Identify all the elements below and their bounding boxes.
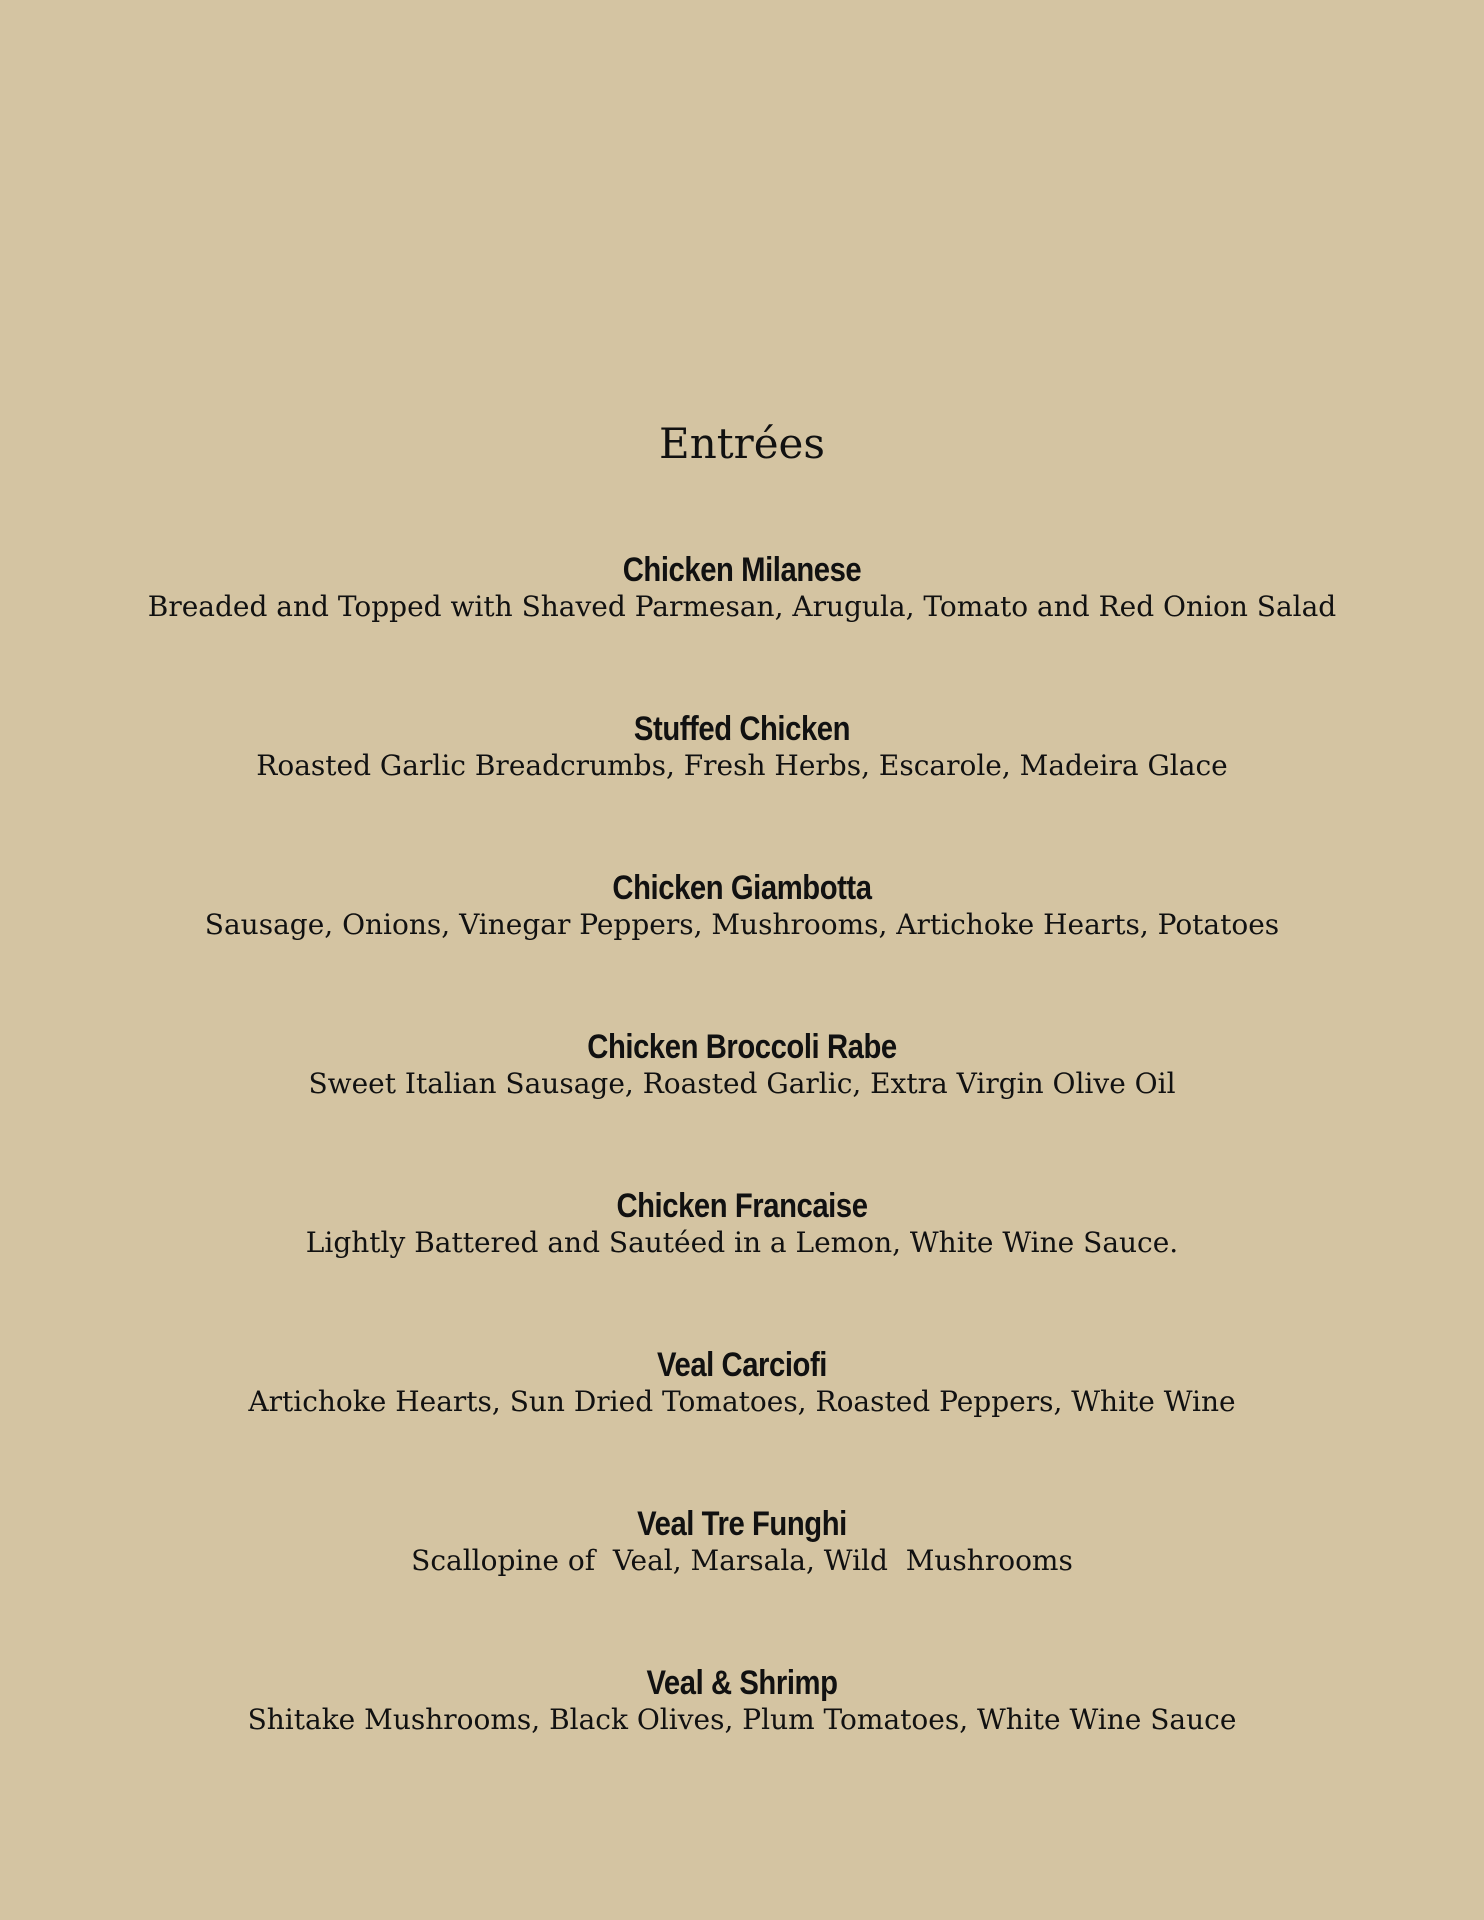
menu-item-description: Sweet Italian Sausage, Roasted Garlic, Extra Virgin Olive Oil — [308, 1067, 1176, 1100]
menu-item — [0, 1504, 1484, 1663]
menu-item — [0, 550, 1484, 709]
menu-item-description: Shitake Mushrooms, Black Olives, Plum Tomatoes, White Wine Sauce — [247, 1703, 1237, 1736]
menu-item-name: Chicken Francaise — [616, 1187, 868, 1225]
menu-item — [0, 868, 1484, 1027]
menu-item-description: Artichoke Hearts, Sun Dried Tomatoes, Roasted Peppers, White Wine — [248, 1385, 1236, 1418]
menu-item-name: Veal Tre Funghi — [637, 1505, 847, 1543]
menu-item-name: Veal Carciofi — [657, 1346, 827, 1384]
menu-item-description: Scallopine of Veal, Marsala, Wild Mushrooms — [411, 1544, 1073, 1577]
menu-item-description: Roasted Garlic Breadcrumbs, Fresh Herbs, Escarole, Madeira Glace — [256, 749, 1228, 782]
menu-items-list — [0, 550, 1484, 1822]
menu-item — [0, 1027, 1484, 1186]
menu-item — [0, 1186, 1484, 1345]
menu-item — [0, 1663, 1484, 1822]
menu-item-description: Breaded and Topped with Shaved Parmesan, Arugula, Tomato and Red Onion Salad — [147, 590, 1337, 623]
menu-item-name: Stuffed Chicken — [633, 710, 851, 748]
menu-item-description: Lightly Battered and Sautéed in a Lemon, White Wine Sauce. — [305, 1226, 1179, 1259]
menu-item — [0, 1345, 1484, 1504]
menu-item-name: Chicken Milanese — [622, 551, 862, 589]
menu-item-description: Sausage, Onions, Vinegar Peppers, Mushrooms, Artichoke Hearts, Potatoes — [204, 908, 1280, 941]
menu-item — [0, 709, 1484, 868]
menu-item-name: Chicken Giambotta — [612, 869, 872, 907]
section-title: Entrées — [659, 419, 825, 468]
menu-item-name: Chicken Broccoli Rabe — [587, 1028, 897, 1066]
menu-item-name: Veal & Shrimp — [646, 1664, 838, 1702]
